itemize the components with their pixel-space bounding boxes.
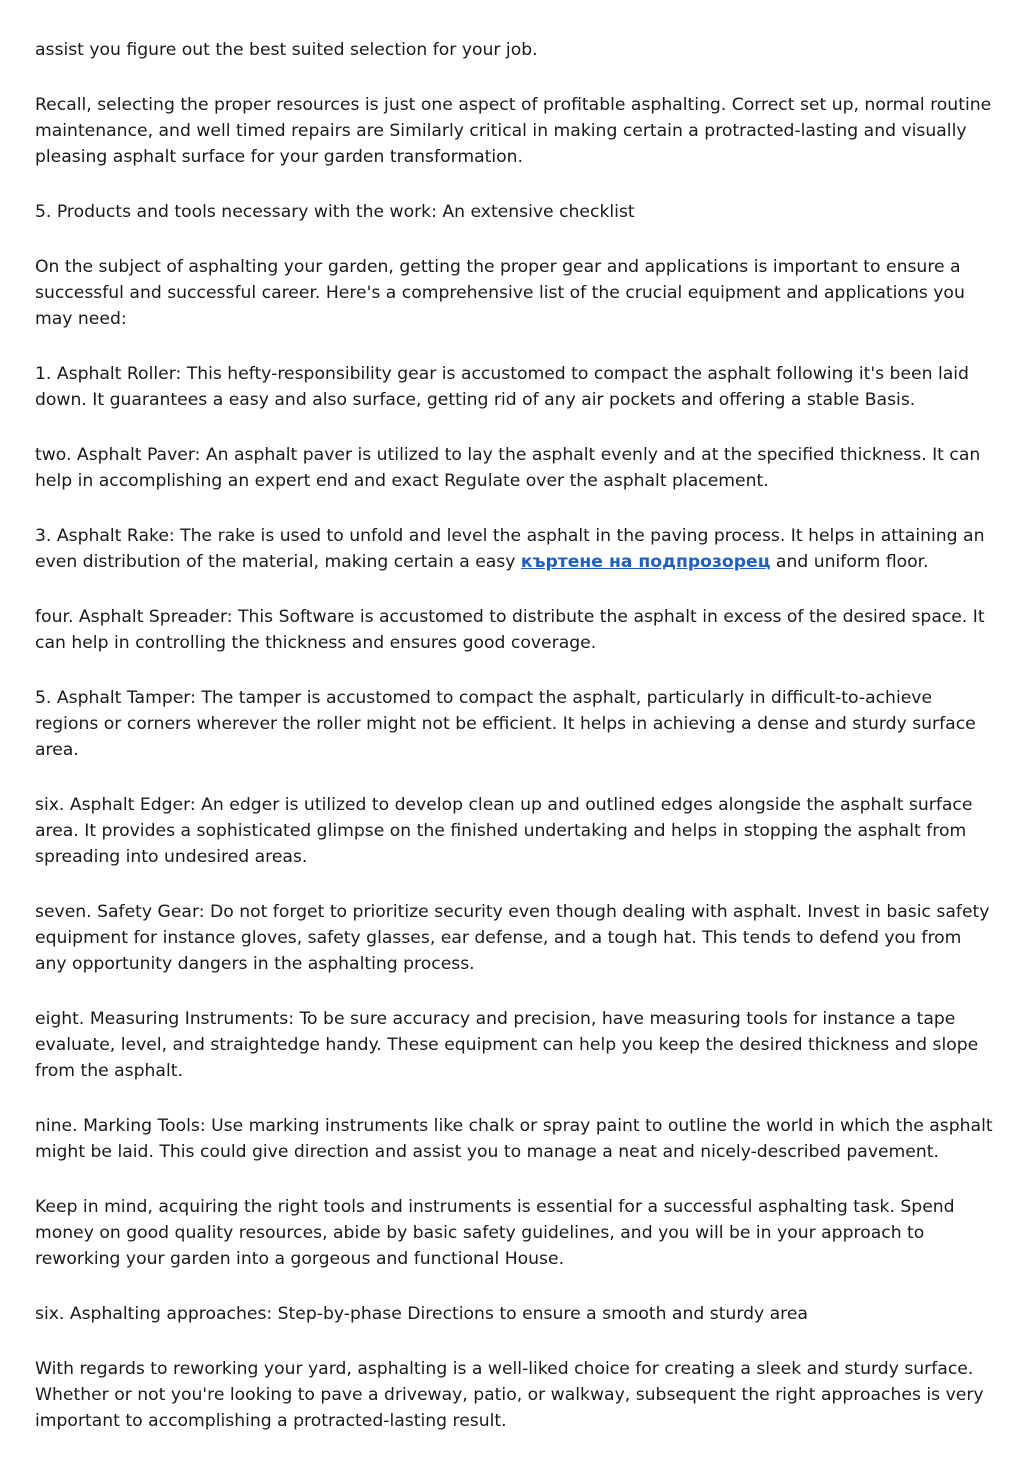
list-item-asphalt-tamper: 5. Asphalt Tamper: The tamper is accustomed to compact the asphalt, particularly in difficult-to-achieve regions or corners wherever the roller might not be efficient. It helps in achieving a dense and sturdy surface area. — [35, 688, 976, 760]
paragraph-keep-in-mind: Keep in mind, acquiring the right tools and instruments is essential for a successful asphalting task. Spend money on good quality resources, abide by basic safety guidelines, and you will be in your approach to reworking your garden into a gorgeous and functional House. — [35, 1197, 955, 1269]
inline-link[interactable]: къртене на подпрозорец — [520, 552, 771, 572]
list-item-asphalt-rake — [35, 523, 995, 575]
list-item-asphalt-spreader: four. Asphalt Spreader: This Software is accustomed to distribute the asphalt in excess of the desired space. It can help in controlling the thickness and ensures good coverage. — [35, 607, 985, 653]
section-heading-asphalting-approaches: six. Asphalting approaches: Step-by-phase Directions to ensure a smooth and sturdy area — [35, 1304, 808, 1324]
document-body — [35, 37, 995, 1463]
list-item-marking-tools: nine. Marking Tools: Use marking instruments like chalk or spray paint to outline the world in which the asphalt might be laid. This could give direction and assist you to manage a neat and nicely-described pavement. — [35, 1116, 993, 1162]
list-item-safety-gear: seven. Safety Gear: Do not forget to prioritize security even though dealing with asphalt. Invest in basic safety equipment for instance gloves, safety glasses, ear defense, and a tough hat. This tends to defend you from any opportunity dangers in the asphalting process. — [35, 902, 990, 974]
list-item-asphalt-roller: 1. Asphalt Roller: This hefty-responsibility gear is accustomed to compact the asphalt following it's been laid down. It guarantees a easy and also surface, getting rid of any air pockets and offering a stable Basis. — [35, 364, 969, 410]
paragraph-intro-continuation: assist you figure out the best suited selection for your job. — [35, 40, 538, 60]
list-item-asphalt-edger: six. Asphalt Edger: An edger is utilized to develop clean up and outlined edges alongside the asphalt surface area. It provides a sophisticated glimpse on the finished undertaking and helps in stopping the asphalt from spreading into undesired areas. — [35, 795, 973, 867]
section-heading-products-tools: 5. Products and tools necessary with the work: An extensive checklist — [35, 202, 635, 222]
list-item-asphalt-paver: two. Asphalt Paver: An asphalt paver is utilized to lay the asphalt evenly and at the specified thickness. It can help in accomplishing an expert end and exact Regulate over the asphalt placement. — [35, 445, 981, 491]
paragraph-reworking-yard: With regards to reworking your yard, asphalting is a well-liked choice for creating a sleek and sturdy surface. Whether or not you're looking to pave a driveway, patio, or walkway, subsequent the right approaches is very important to accomplishing a protracted-lasting result. — [35, 1359, 984, 1431]
paragraph-equipment-intro: On the subject of asphalting your garden, getting the proper gear and applications is important to ensure a successful and successful career. Here's a comprehensive list of the crucial equipment and applications you may need: — [35, 257, 965, 329]
list-item-measuring-instruments: eight. Measuring Instruments: To be sure accuracy and precision, have measuring tools for instance a tape evaluate, level, and straightedge handy. These equipment can help you keep the desired thickness and slope from the asphalt. — [35, 1009, 979, 1081]
rake-text-after-link: and uniform floor. — [770, 552, 929, 572]
paragraph-recall: Recall, selecting the proper resources is just one aspect of profitable asphalting. Correct set up, normal routine maintenance, and well timed repairs are Similarly critical in making certain a protracted-lasting and visually pleasing asphalt surface for your garden transformation. — [35, 95, 992, 167]
rake-text-before-link: 3. Asphalt Rake: The rake is used to unfold and level the asphalt in the paving process. It helps in attaining an even distribution of the material, making certain a easy — [35, 526, 985, 572]
